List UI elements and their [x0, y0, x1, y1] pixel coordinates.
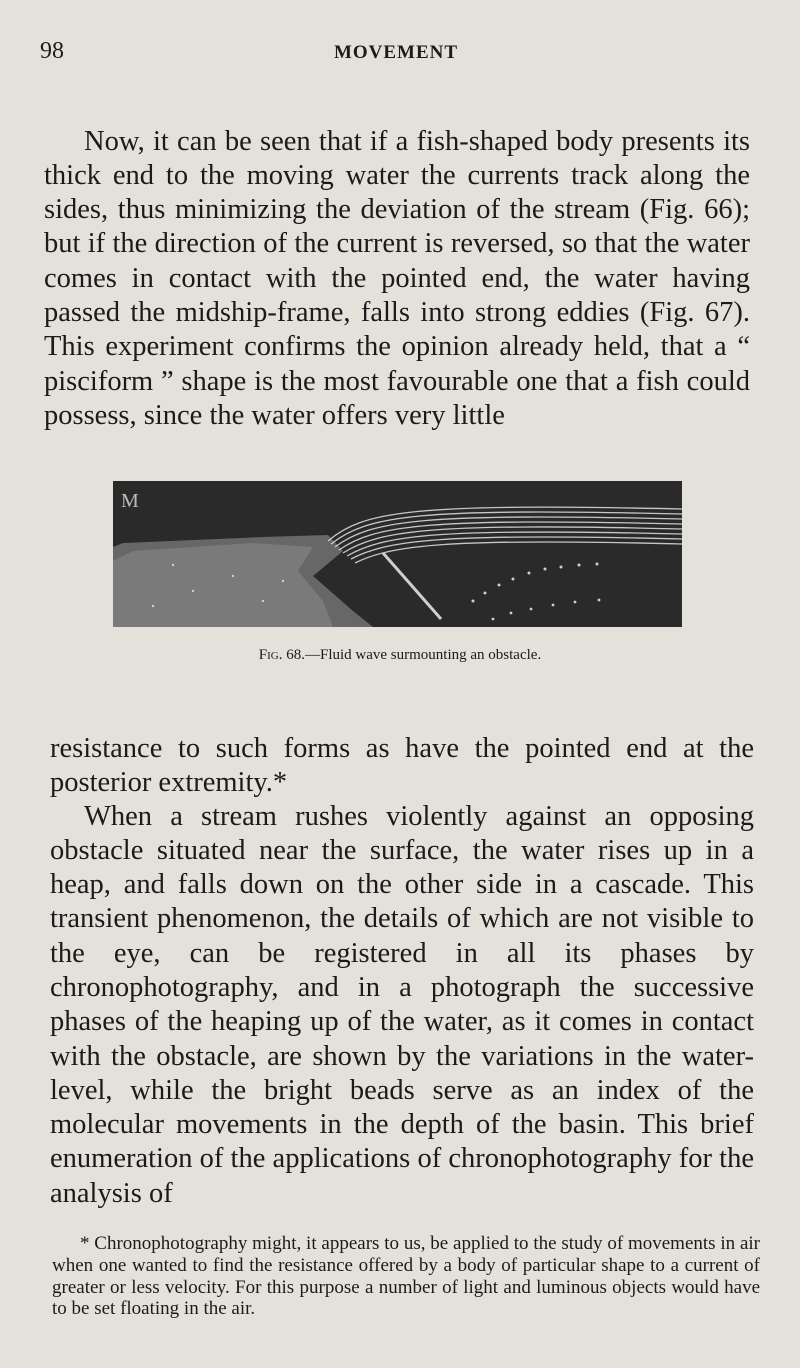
- running-title: MOVEMENT: [333, 42, 459, 63]
- figure-corner-label: M: [121, 490, 139, 512]
- footnote: * Chronophotography might, it appears to us, be applied to the study of movements in air when one wanted to find the resistance offered by a body of particular shape to a current of greater or less velocity. For this purpose a number of light and luminous objects would have to be set floating in the air.: [52, 1233, 760, 1320]
- fluid-wave-illustration: [113, 481, 682, 627]
- paragraph-intro: Now, it can be seen that if a fish-shaped body presents its thick end to the moving water the currents track along the sides, thus minimizing the deviation of the stream (Fig. 66); but if the direction of the current is reversed, so that the water comes in contact with the pointed end, the water having passed the midship-frame, falls into strong eddies (Fig. 67). This experiment confirms the opinion already held, that a “ pisciform ” shape is the most favourable one that a fish could possess, since the water offers very little: [44, 125, 750, 431]
- paragraph-continuation: resistance to such forms as have the pointed end at the posterior extremity.*: [50, 732, 754, 798]
- figure-caption-text: —Fluid wave surmounting an obstacle.: [304, 647, 542, 663]
- figure-caption-label: Fig. 68.: [258, 647, 305, 663]
- page-number: 98: [40, 38, 64, 64]
- figure-68-photograph: [113, 481, 682, 627]
- running-header: [40, 38, 752, 68]
- figure-caption: [0, 647, 800, 664]
- paragraph-stream-obstacle: When a stream rushes violently against an opposing obstacle situated near the surface, the water rises up in a heap, and falls down on the other side in a cascade. This transient phenomenon, the details of which are not visible to the eye, can be registered in all its phases by chronophotography, and in a photograph the successive phases of the heaping up of the water, as it comes in contact with the obstacle, are shown by the variations in the water-level, while the bright beads serve as an index of the molecular movements in the depth of the basin. This brief enumeration of the applications of chronophotography for the analysis of: [50, 800, 754, 1209]
